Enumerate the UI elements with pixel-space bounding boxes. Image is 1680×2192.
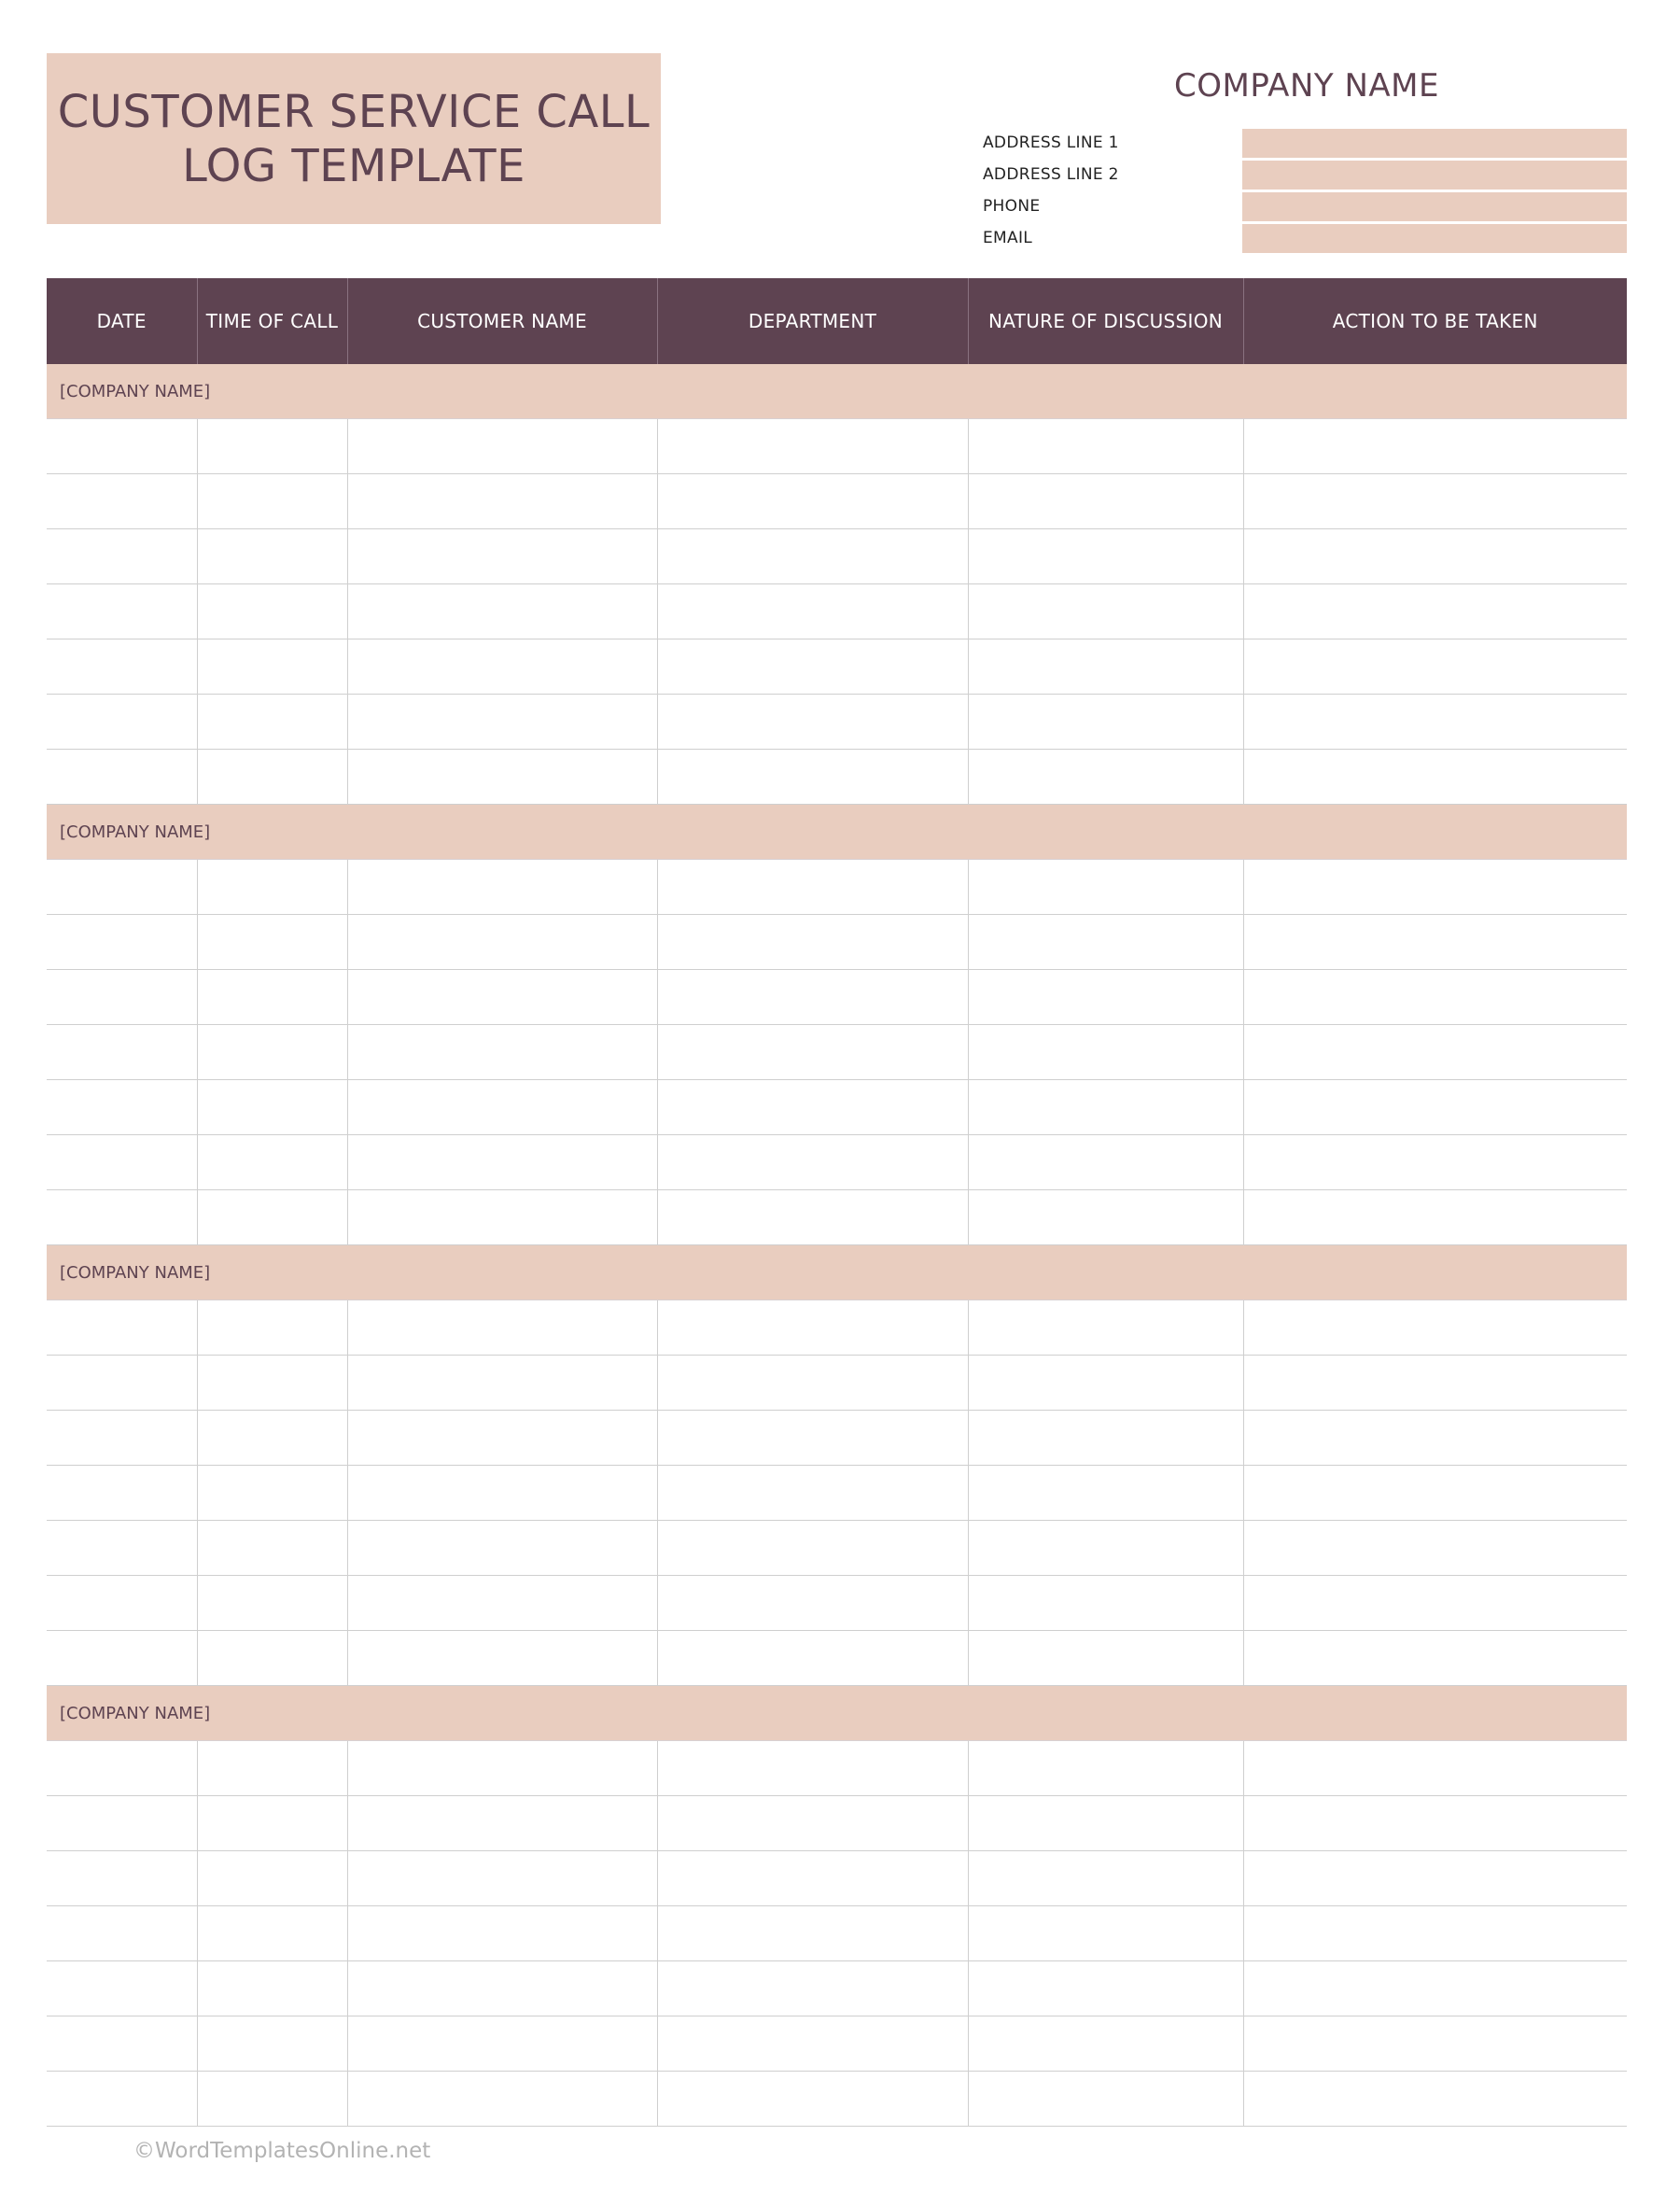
table-cell[interactable] xyxy=(347,584,657,639)
table-row xyxy=(47,1631,1627,1686)
table-cell[interactable] xyxy=(347,1025,657,1080)
table-cell[interactable] xyxy=(657,1796,968,1851)
table-cell[interactable] xyxy=(1243,1356,1627,1411)
table-cell[interactable] xyxy=(47,860,197,915)
table-cell[interactable] xyxy=(47,1741,197,1796)
table-cell[interactable] xyxy=(968,860,1243,915)
table-cell[interactable] xyxy=(968,1190,1243,1245)
table-cell[interactable] xyxy=(1243,1631,1627,1686)
table-cell[interactable] xyxy=(197,860,347,915)
table-cell[interactable] xyxy=(47,639,197,695)
table-cell[interactable] xyxy=(657,1961,968,2016)
table-cell[interactable] xyxy=(1243,529,1627,584)
table-cell[interactable] xyxy=(197,584,347,639)
table-cell[interactable] xyxy=(347,2016,657,2072)
table-cell[interactable] xyxy=(968,1080,1243,1135)
table-cell[interactable] xyxy=(968,1411,1243,1466)
table-cell[interactable] xyxy=(968,1135,1243,1190)
table-cell[interactable] xyxy=(657,750,968,805)
table-cell[interactable] xyxy=(968,1961,1243,2016)
table-cell[interactable] xyxy=(47,529,197,584)
table-cell[interactable] xyxy=(197,2016,347,2072)
company-name-heading: COMPANY NAME xyxy=(1174,67,1439,105)
table-cell[interactable] xyxy=(657,1906,968,1961)
table-cell[interactable] xyxy=(347,1851,657,1906)
table-cell[interactable] xyxy=(968,970,1243,1025)
table-cell[interactable] xyxy=(657,1080,968,1135)
table-cell[interactable] xyxy=(657,419,968,474)
table-body xyxy=(47,364,1627,2127)
table-cell[interactable] xyxy=(347,1961,657,2016)
table-cell[interactable] xyxy=(197,1576,347,1631)
email-label: EMAIL xyxy=(983,229,1033,247)
table-row xyxy=(47,1576,1627,1631)
table-cell[interactable] xyxy=(1243,695,1627,750)
table-cell[interactable] xyxy=(347,1466,657,1521)
section-header-row xyxy=(47,805,1627,860)
table-row xyxy=(47,970,1627,1025)
table-cell[interactable] xyxy=(47,584,197,639)
column-header-action-to-be-taken: ACTION TO BE TAKEN xyxy=(1243,278,1627,364)
table-cell[interactable] xyxy=(347,2072,657,2127)
table-cell[interactable] xyxy=(1243,1576,1627,1631)
table-cell[interactable] xyxy=(347,1576,657,1631)
table-cell[interactable] xyxy=(347,1796,657,1851)
table-cell[interactable] xyxy=(968,474,1243,529)
document-title: CUSTOMER SERVICE CALL LOG TEMPLATE xyxy=(57,85,651,192)
table-cell[interactable] xyxy=(657,1190,968,1245)
table-cell[interactable] xyxy=(1243,1300,1627,1356)
phone-label: PHONE xyxy=(983,197,1041,216)
table-cell[interactable] xyxy=(657,1411,968,1466)
table-cell[interactable] xyxy=(1243,2072,1627,2127)
table-cell[interactable] xyxy=(657,1631,968,1686)
table-cell[interactable] xyxy=(1243,2016,1627,2072)
table-cell[interactable] xyxy=(968,1796,1243,1851)
table-cell[interactable] xyxy=(968,695,1243,750)
table-cell[interactable] xyxy=(197,1025,347,1080)
table-cell[interactable] xyxy=(47,695,197,750)
table-row xyxy=(47,2072,1627,2127)
table-cell[interactable] xyxy=(968,2016,1243,2072)
column-header-time-of-call: TIME OF CALL xyxy=(197,278,347,364)
address-line-2-field[interactable] xyxy=(1242,161,1627,190)
table-cell[interactable] xyxy=(347,1080,657,1135)
table-cell[interactable] xyxy=(347,860,657,915)
table-cell[interactable] xyxy=(347,1135,657,1190)
table-cell[interactable] xyxy=(968,1851,1243,1906)
table-cell[interactable] xyxy=(657,970,968,1025)
section-company-name[interactable]: [COMPANY NAME] xyxy=(47,364,1627,419)
table-cell[interactable] xyxy=(47,1190,197,1245)
table-cell[interactable] xyxy=(968,1906,1243,1961)
table-cell[interactable] xyxy=(657,860,968,915)
section-company-name[interactable]: [COMPANY NAME] xyxy=(47,805,1627,860)
table-row xyxy=(47,1356,1627,1411)
table-cell[interactable] xyxy=(1243,474,1627,529)
table-cell[interactable] xyxy=(1243,639,1627,695)
table-cell[interactable] xyxy=(1243,419,1627,474)
table-cell[interactable] xyxy=(968,1631,1243,1686)
table-cell[interactable] xyxy=(47,1135,197,1190)
table-cell[interactable] xyxy=(47,1521,197,1576)
table-cell[interactable] xyxy=(347,419,657,474)
table-cell[interactable] xyxy=(657,584,968,639)
table-cell[interactable] xyxy=(657,915,968,970)
table-cell[interactable] xyxy=(968,639,1243,695)
table-row xyxy=(47,695,1627,750)
table-cell[interactable] xyxy=(47,474,197,529)
table-cell[interactable] xyxy=(197,1961,347,2016)
table-row xyxy=(47,1796,1627,1851)
table-cell[interactable] xyxy=(47,970,197,1025)
table-cell[interactable] xyxy=(657,1025,968,1080)
table-cell[interactable] xyxy=(968,915,1243,970)
table-cell[interactable] xyxy=(197,1080,347,1135)
table-cell[interactable] xyxy=(347,529,657,584)
table-cell[interactable] xyxy=(47,1080,197,1135)
table-cell[interactable] xyxy=(47,1025,197,1080)
table-cell[interactable] xyxy=(657,1576,968,1631)
table-cell[interactable] xyxy=(347,1906,657,1961)
table-cell[interactable] xyxy=(197,695,347,750)
table-cell[interactable] xyxy=(47,2016,197,2072)
column-header-nature-of-discussion: NATURE OF DISCUSSION xyxy=(968,278,1243,364)
table-cell[interactable] xyxy=(657,529,968,584)
table-cell[interactable] xyxy=(657,1135,968,1190)
address-line-2-label: ADDRESS LINE 2 xyxy=(983,165,1119,184)
table-row xyxy=(47,1411,1627,1466)
table-cell[interactable] xyxy=(197,1741,347,1796)
table-row xyxy=(47,750,1627,805)
table-row xyxy=(47,1851,1627,1906)
table-row xyxy=(47,1961,1627,2016)
table-row xyxy=(47,584,1627,639)
table-cell[interactable] xyxy=(347,1190,657,1245)
table-cell[interactable] xyxy=(47,1851,197,1906)
table-cell[interactable] xyxy=(1243,1741,1627,1796)
table-cell[interactable] xyxy=(1243,915,1627,970)
table-cell[interactable] xyxy=(1243,1961,1627,2016)
table-cell[interactable] xyxy=(1243,970,1627,1025)
table-row xyxy=(47,1300,1627,1356)
table-cell[interactable] xyxy=(197,1906,347,1961)
section-header-row xyxy=(47,364,1627,419)
section-company-name[interactable]: [COMPANY NAME] xyxy=(47,1686,1627,1741)
table-cell[interactable] xyxy=(1243,1466,1627,1521)
table-row xyxy=(47,1135,1627,1190)
table-cell[interactable] xyxy=(657,639,968,695)
table-cell[interactable] xyxy=(657,2072,968,2127)
column-header-date: DATE xyxy=(47,278,197,364)
table-cell[interactable] xyxy=(968,1466,1243,1521)
email-field[interactable] xyxy=(1242,224,1627,253)
table-cell[interactable] xyxy=(1243,1080,1627,1135)
table-cell[interactable] xyxy=(197,1796,347,1851)
table-cell[interactable] xyxy=(968,1741,1243,1796)
table-cell[interactable] xyxy=(657,2016,968,2072)
table-header-row xyxy=(47,278,1627,364)
table-cell[interactable] xyxy=(47,750,197,805)
table-row xyxy=(47,1466,1627,1521)
table-cell[interactable] xyxy=(47,1576,197,1631)
table-cell[interactable] xyxy=(968,1300,1243,1356)
address-line-1-label: ADDRESS LINE 1 xyxy=(983,133,1119,152)
table-row xyxy=(47,419,1627,474)
column-header-department: DEPARTMENT xyxy=(657,278,968,364)
call-log-table xyxy=(47,278,1627,2127)
table-cell[interactable] xyxy=(968,1025,1243,1080)
table-cell[interactable] xyxy=(1243,1025,1627,1080)
table-cell[interactable] xyxy=(47,1411,197,1466)
table-cell[interactable] xyxy=(1243,1135,1627,1190)
table-row xyxy=(47,474,1627,529)
table-cell[interactable] xyxy=(47,1631,197,1686)
address-line-1-field[interactable] xyxy=(1242,129,1627,158)
table-cell[interactable] xyxy=(197,419,347,474)
table-cell[interactable] xyxy=(197,639,347,695)
table-cell[interactable] xyxy=(968,750,1243,805)
table-cell[interactable] xyxy=(657,695,968,750)
table-cell[interactable] xyxy=(1243,1851,1627,1906)
table-cell[interactable] xyxy=(47,419,197,474)
table-cell[interactable] xyxy=(47,915,197,970)
table-cell[interactable] xyxy=(968,2072,1243,2127)
table-row xyxy=(47,1521,1627,1576)
table-cell[interactable] xyxy=(197,2072,347,2127)
table-cell[interactable] xyxy=(1243,1906,1627,1961)
table-row xyxy=(47,1080,1627,1135)
column-header-customer-name: CUSTOMER NAME xyxy=(347,278,657,364)
table-cell[interactable] xyxy=(968,529,1243,584)
table-cell[interactable] xyxy=(197,750,347,805)
table-cell[interactable] xyxy=(657,1466,968,1521)
table-cell[interactable] xyxy=(1243,1796,1627,1851)
table-cell[interactable] xyxy=(968,584,1243,639)
table-cell[interactable] xyxy=(1243,1521,1627,1576)
section-header-row xyxy=(47,1245,1627,1300)
table-cell[interactable] xyxy=(197,474,347,529)
table-cell[interactable] xyxy=(968,419,1243,474)
table-row xyxy=(47,529,1627,584)
table-cell[interactable] xyxy=(47,1466,197,1521)
table-cell[interactable] xyxy=(968,1521,1243,1576)
table-cell[interactable] xyxy=(47,2072,197,2127)
table-cell[interactable] xyxy=(1243,584,1627,639)
table-cell[interactable] xyxy=(657,1356,968,1411)
phone-field[interactable] xyxy=(1242,192,1627,221)
table-cell[interactable] xyxy=(47,1300,197,1356)
table-cell[interactable] xyxy=(657,1741,968,1796)
table-row xyxy=(47,915,1627,970)
table-cell[interactable] xyxy=(1243,1411,1627,1466)
table-row xyxy=(47,860,1627,915)
table-cell[interactable] xyxy=(197,529,347,584)
table-cell[interactable] xyxy=(347,915,657,970)
table-cell[interactable] xyxy=(347,1521,657,1576)
table-cell[interactable] xyxy=(347,1631,657,1686)
table-row xyxy=(47,1741,1627,1796)
table-row xyxy=(47,2016,1627,2072)
table-cell[interactable] xyxy=(347,1300,657,1356)
table-row xyxy=(47,1906,1627,1961)
table-cell[interactable] xyxy=(47,1961,197,2016)
table-cell[interactable] xyxy=(197,1411,347,1466)
table-cell[interactable] xyxy=(347,1356,657,1411)
table-cell[interactable] xyxy=(197,1466,347,1521)
table-cell[interactable] xyxy=(347,474,657,529)
table-cell[interactable] xyxy=(347,970,657,1025)
table-cell[interactable] xyxy=(347,639,657,695)
table-cell[interactable] xyxy=(197,1356,347,1411)
table-cell[interactable] xyxy=(657,1851,968,1906)
table-cell[interactable] xyxy=(1243,1190,1627,1245)
table-cell[interactable] xyxy=(197,1190,347,1245)
table-cell[interactable] xyxy=(197,915,347,970)
section-header-row xyxy=(47,1686,1627,1741)
table-cell[interactable] xyxy=(47,1356,197,1411)
table-row xyxy=(47,1190,1627,1245)
table-cell[interactable] xyxy=(47,1796,197,1851)
section-company-name[interactable]: [COMPANY NAME] xyxy=(47,1245,1627,1300)
table-cell[interactable] xyxy=(197,1851,347,1906)
table-cell[interactable] xyxy=(197,1135,347,1190)
table-cell[interactable] xyxy=(347,750,657,805)
table-cell[interactable] xyxy=(347,1411,657,1466)
table-cell[interactable] xyxy=(197,1300,347,1356)
table-cell[interactable] xyxy=(1243,750,1627,805)
title-box xyxy=(47,53,661,224)
table-cell[interactable] xyxy=(347,695,657,750)
table-cell[interactable] xyxy=(657,1300,968,1356)
table-cell[interactable] xyxy=(657,474,968,529)
watermark: ©WordTemplatesOnline.net xyxy=(133,2139,431,2163)
table-cell[interactable] xyxy=(197,1631,347,1686)
table-cell[interactable] xyxy=(1243,860,1627,915)
table-cell[interactable] xyxy=(197,970,347,1025)
table-cell[interactable] xyxy=(197,1521,347,1576)
table-row xyxy=(47,639,1627,695)
table-cell[interactable] xyxy=(968,1576,1243,1631)
table-cell[interactable] xyxy=(657,1521,968,1576)
table-cell[interactable] xyxy=(968,1356,1243,1411)
table-row xyxy=(47,1025,1627,1080)
table-cell[interactable] xyxy=(347,1741,657,1796)
table-cell[interactable] xyxy=(47,1906,197,1961)
